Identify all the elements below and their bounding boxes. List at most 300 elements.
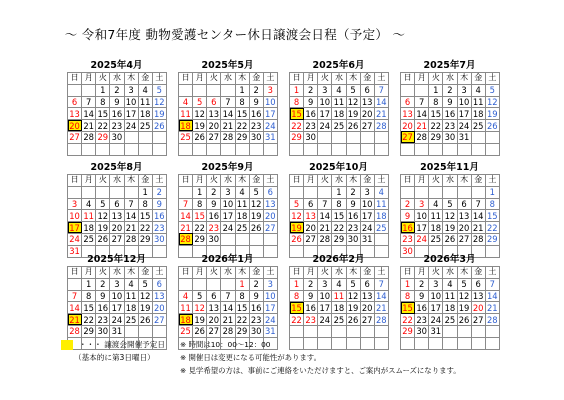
week-row [290,198,389,210]
weekday-header: 水 [443,175,457,187]
week-row [68,278,167,290]
day-cell: 4 [374,186,388,198]
weekday-header: 土 [374,175,388,187]
month-grid [178,72,278,156]
weekday-header: 日 [179,73,193,85]
day-cell [332,143,346,155]
month-title: 2026年3月 [423,254,476,265]
day-cell: 27 [264,222,276,233]
day-cell: 14 [125,210,137,221]
week-row [179,84,278,96]
week-row [401,210,500,222]
day-cell: 2 [415,278,429,290]
month-title: 2026年1月 [201,254,254,265]
day-cell: 10 [430,290,442,301]
day-cell: 10 [69,210,80,221]
day-cell: 29 [83,326,95,337]
week-row [179,222,278,234]
day-cell [290,337,304,349]
day-cell [443,186,457,198]
week-row [290,278,389,290]
legend-swatch [61,340,73,350]
weekday-header-row [68,175,167,187]
day-cell: 5 [138,278,152,290]
day-cell: 16 [250,302,262,313]
day-cell: 20 [153,302,165,313]
day-cell: 24 [264,314,276,325]
weekday-header: 金 [138,267,152,279]
day-cell: 2 [401,198,415,210]
day-cell: 23 [305,314,317,325]
day-cell: 5 [485,84,499,96]
day-cell: 19 [250,210,262,221]
week-row [179,302,278,314]
week-row [401,325,500,337]
day-cell [110,186,124,198]
day-cell: 31 [458,132,470,143]
weekday-header: 月 [82,175,96,187]
day-cell [304,143,318,155]
day-cell: 19 [347,302,359,313]
day-cell: 4 [179,290,193,302]
day-cell: 6 [360,278,374,290]
day-cell: 15 [486,210,498,221]
day-cell: 12 [250,198,262,209]
day-cell: 29 [402,326,413,337]
day-cell: 9 [443,96,457,108]
day-cell: 23 [305,120,317,131]
day-cell [290,143,304,155]
day-cell: 6 [152,278,166,290]
day-cell: 2 [207,186,221,198]
weekday-header-row [68,267,167,279]
week-row [179,198,278,210]
day-cell: 31 [264,132,276,143]
day-cell: 3 [429,278,443,290]
weekday-header: 月 [304,267,318,279]
month-calendar [67,162,166,258]
day-cell: 28 [222,326,234,337]
day-cell: 26 [194,326,206,337]
day-cell: 21 [472,222,484,233]
day-cell: 29 [291,132,302,143]
note-time: ※ 時間は10：00～12：00 [180,340,271,349]
week-row [401,278,500,290]
day-cell: 4 [235,186,249,198]
day-cell [457,337,471,349]
day-cell: 17 [416,222,428,233]
weekday-header: 金 [138,73,152,85]
day-cell: 17 [111,302,123,313]
day-cell: 28 [319,234,331,245]
day-cell: 20 [305,222,317,233]
week-row [401,314,500,326]
day-cell [401,186,415,198]
weekday-header: 金 [360,267,374,279]
day-cell [346,131,360,143]
day-cell [304,325,318,337]
day-cell: 5 [249,186,263,198]
day-cell: 18 [83,222,95,233]
day-cell: 21 [83,120,95,131]
day-cell [415,186,429,198]
day-cell [263,233,277,245]
weekday-header: 水 [221,73,235,85]
day-cell [221,278,235,290]
day-cell: 27 [111,234,123,245]
day-cell: 3 [318,84,332,96]
week-row [401,96,500,108]
day-cell [152,131,166,143]
day-cell [457,143,471,155]
day-cell: 6 [304,198,318,210]
day-cell: 20 [361,108,373,119]
week-row [401,198,500,210]
day-cell: 23 [416,314,428,325]
week-row [290,84,389,96]
day-cell: 31 [111,326,123,337]
day-cell: 1 [290,278,304,290]
weekday-header: 月 [415,267,429,279]
day-cell [374,233,388,245]
day-cell: 14 [472,210,484,221]
day-cell: 12 [458,290,470,301]
day-cell [221,233,235,245]
day-cell [318,337,332,349]
day-cell: 4 [332,84,346,96]
month-grid [178,174,278,258]
day-cell [415,84,429,96]
day-cell: 4 [124,278,138,290]
day-cell: 16 [153,210,165,221]
event-day-cell: 15 [402,302,413,313]
day-cell [429,337,443,349]
weekday-header: 土 [152,73,166,85]
day-cell: 4 [82,198,96,210]
day-cell: 24 [222,222,234,233]
day-cell: 10 [319,96,331,107]
weekday-header: 金 [471,175,485,187]
week-row [68,143,167,155]
weekday-header-row [290,73,389,85]
day-cell: 24 [416,234,428,245]
day-cell: 13 [69,108,80,119]
day-cell: 22 [333,222,345,233]
day-cell: 9 [415,290,429,302]
day-cell [346,325,360,337]
month-calendar [289,60,388,156]
day-cell: 26 [458,314,470,325]
day-cell: 13 [402,108,413,119]
day-cell: 2 [249,278,263,290]
day-cell: 30 [208,234,220,245]
day-cell: 15 [83,302,95,313]
event-day-cell: 15 [291,108,302,119]
weekday-header: 水 [332,267,346,279]
day-cell [68,84,82,96]
day-cell: 8 [96,96,110,108]
week-row [68,302,167,314]
weekday-header: 火 [207,175,221,187]
day-cell: 24 [458,120,470,131]
day-cell: 14 [486,290,498,301]
day-cell: 16 [444,108,456,119]
day-cell: 12 [444,210,456,221]
weekday-header: 土 [152,175,166,187]
day-cell [138,325,152,337]
day-cell: 30 [97,326,109,337]
day-cell: 13 [472,290,484,301]
day-cell: 23 [444,120,456,131]
weekday-header: 木 [235,267,249,279]
week-row [179,233,278,245]
day-cell [485,131,499,143]
weekday-header: 火 [318,267,332,279]
day-cell: 27 [305,234,317,245]
weekday-header: 日 [290,175,304,187]
day-cell: 30 [305,132,317,143]
day-cell: 28 [83,132,95,143]
day-cell: 27 [472,314,484,325]
week-row [179,290,278,302]
weekday-header: 金 [471,267,485,279]
weekday-header: 金 [360,175,374,187]
day-cell: 17 [264,108,276,119]
day-cell: 23 [347,222,359,233]
day-cell: 16 [208,210,220,221]
day-cell: 22 [291,120,302,131]
weekday-header-row [290,175,389,187]
day-cell: 3 [263,278,277,290]
day-cell: 8 [332,198,346,210]
day-cell: 24 [430,314,442,325]
day-cell: 10 [264,96,276,107]
day-cell: 20 [361,302,373,313]
day-cell [235,143,249,155]
day-cell [443,337,457,349]
day-cell: 24 [361,222,373,233]
week-row [179,108,278,120]
day-cell: 16 [305,108,317,119]
day-cell: 7 [374,84,388,96]
day-cell [401,337,415,349]
day-cell: 5 [193,290,207,302]
day-cell: 30 [153,234,165,245]
weekday-header: 月 [415,73,429,85]
day-cell: 28 [472,234,484,245]
weekday-header: 火 [96,73,110,85]
day-cell: 9 [346,198,360,210]
day-cell: 2 [152,186,166,198]
week-row [68,210,167,222]
day-cell [471,131,485,143]
day-cell: 14 [180,210,191,221]
day-cell: 22 [236,314,248,325]
day-cell: 11 [125,290,137,301]
day-cell [304,337,318,349]
day-cell: 12 [97,210,109,221]
day-cell: 31 [430,326,442,337]
weekday-header: 水 [443,267,457,279]
day-cell: 11 [180,302,191,313]
day-cell: 16 [305,302,317,313]
day-cell: 27 [208,132,220,143]
day-cell [471,143,485,155]
day-cell: 21 [319,222,331,233]
weekday-header: 火 [96,175,110,187]
day-cell: 9 [401,210,415,222]
day-cell: 6 [471,278,485,290]
day-cell: 16 [97,302,109,313]
day-cell: 22 [139,222,151,233]
month-title: 2025年12月 [87,254,146,265]
day-cell: 13 [208,302,220,313]
day-cell [207,143,221,155]
day-cell: 1 [290,84,304,96]
day-cell: 1 [332,186,346,198]
weekday-header: 火 [429,175,443,187]
day-cell [401,143,415,155]
day-cell: 2 [443,84,457,96]
weekday-header: 木 [124,175,138,187]
day-cell: 6 [457,198,471,210]
week-row [401,108,500,120]
day-cell: 13 [111,210,123,221]
day-cell: 19 [153,108,165,119]
legend-sublabel: （基本的に第3日曜日） [74,353,155,362]
day-cell: 19 [194,120,206,131]
day-cell: 23 [153,222,165,233]
day-cell: 5 [346,84,360,96]
day-cell: 18 [333,108,345,119]
day-cell: 17 [319,302,331,313]
weekday-header: 土 [374,267,388,279]
note-visit: ※ 見学希望の方は、事前にご連絡をいただけますと、ご案内がスムーズになります。 [180,366,461,375]
day-cell [346,337,360,349]
day-cell: 4 [429,198,443,210]
day-cell: 27 [153,314,165,325]
weekday-header: 土 [374,73,388,85]
weekday-header: 日 [290,267,304,279]
day-cell: 1 [235,278,249,290]
day-cell: 3 [110,278,124,290]
event-day-cell: 19 [291,222,302,233]
day-cell: 20 [458,222,470,233]
month-title: 2025年7月 [423,60,476,71]
day-cell: 5 [152,84,166,96]
day-cell [124,325,138,337]
event-day-cell: 15 [291,302,302,313]
month-title: 2025年11月 [420,162,479,173]
day-cell: 4 [332,278,346,290]
day-cell [193,278,207,290]
day-cell: 23 [250,314,262,325]
day-cell: 25 [125,314,137,325]
day-cell: 26 [444,234,456,245]
day-cell [290,186,304,198]
week-row [68,108,167,120]
day-cell: 13 [153,290,165,301]
day-cell [318,131,332,143]
week-row [290,233,389,245]
weekday-header: 土 [485,73,499,85]
day-cell: 12 [194,302,206,313]
weekday-header: 金 [249,175,263,187]
day-cell: 4 [138,84,152,96]
day-cell: 21 [416,120,428,131]
weekday-header: 日 [179,175,193,187]
day-cell [318,143,332,155]
weekday-header-row [401,267,500,279]
day-cell: 14 [69,302,80,313]
day-cell: 16 [347,210,359,221]
day-cell: 2 [304,84,318,96]
day-cell: 13 [458,210,470,221]
day-cell: 26 [97,234,109,245]
day-cell: 9 [152,198,166,210]
day-cell: 21 [222,314,234,325]
weekday-header: 金 [138,175,152,187]
day-cell: 24 [69,234,80,245]
day-cell: 14 [319,210,331,221]
day-cell: 5 [290,198,304,210]
weekday-header: 土 [263,267,277,279]
weekday-header: 木 [457,267,471,279]
day-cell: 13 [361,96,373,107]
day-cell: 6 [110,198,124,210]
day-cell: 14 [375,96,387,107]
day-cell: 19 [194,314,206,325]
event-day-cell: 18 [180,314,191,325]
day-cell: 4 [179,96,193,108]
day-cell [374,325,388,337]
day-cell: 8 [235,96,249,108]
day-cell [318,186,332,198]
day-cell: 21 [375,302,387,313]
week-row [179,131,278,143]
weekday-header-row [179,73,278,85]
event-day-cell: 20 [69,120,80,131]
week-row [179,314,278,326]
day-cell: 5 [96,198,110,210]
week-row [290,337,389,349]
week-row [68,186,167,198]
day-cell: 16 [111,108,123,119]
week-row [68,314,167,326]
day-cell [471,337,485,349]
week-row [68,290,167,302]
day-cell [68,143,82,155]
day-cell: 19 [444,222,456,233]
day-cell: 9 [249,96,263,108]
day-cell: 12 [347,290,359,301]
week-row [179,120,278,132]
day-cell: 9 [96,290,110,302]
day-cell: 24 [319,120,331,131]
week-row [290,96,389,108]
day-cell: 21 [180,222,191,233]
day-cell: 23 [97,314,109,325]
day-cell [82,143,96,155]
day-cell [485,337,499,349]
day-cell [82,186,96,198]
day-cell: 25 [236,222,248,233]
day-cell: 14 [83,108,95,119]
day-cell: 1 [485,186,499,198]
day-cell: 20 [472,302,484,313]
day-cell: 13 [264,198,276,209]
day-cell: 15 [194,210,206,221]
